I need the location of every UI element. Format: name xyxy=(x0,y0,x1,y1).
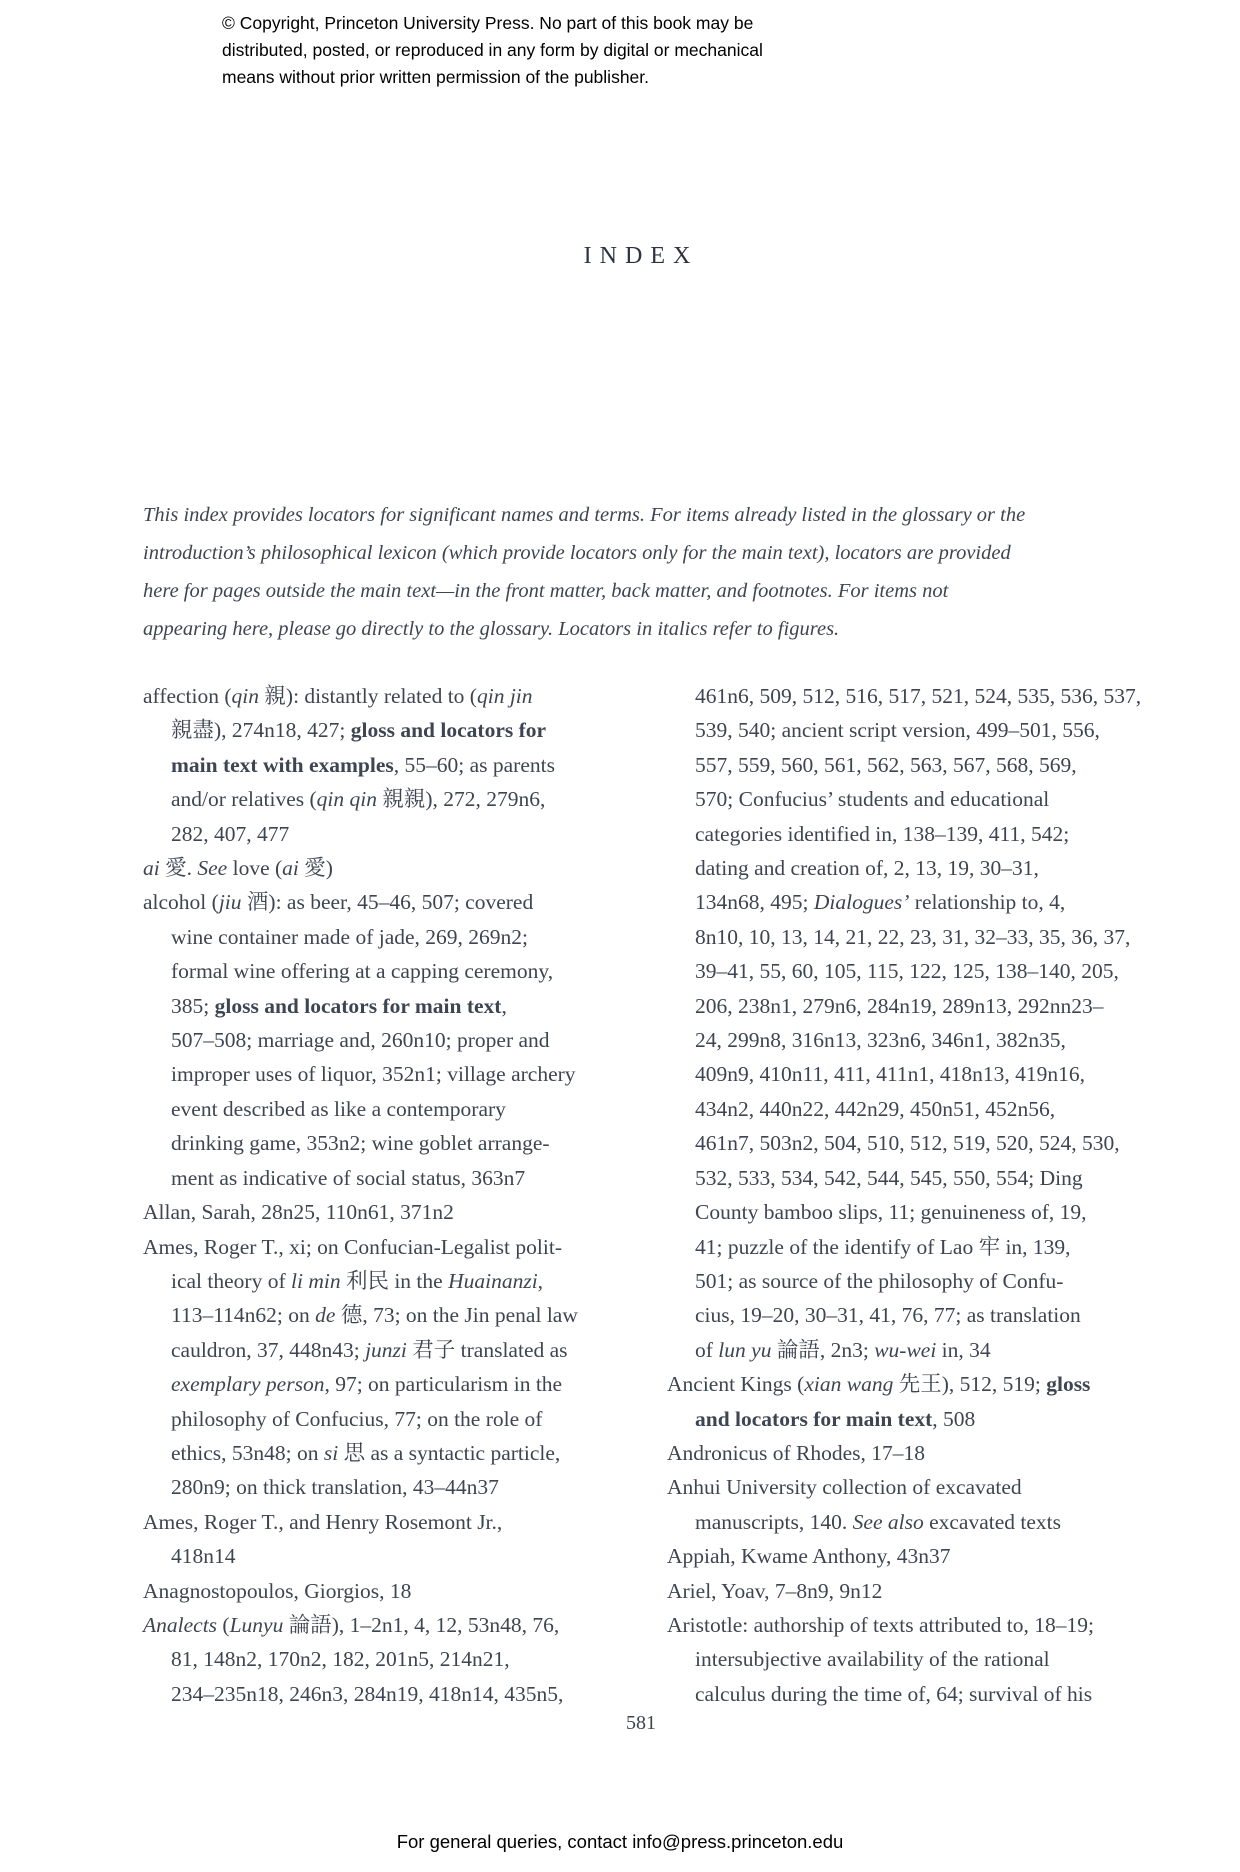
index-text-segment: ai xyxy=(282,856,299,881)
index-line xyxy=(667,1470,1141,1504)
index-text-segment: 39–41, 55, 60, 105, 115, 122, 125, 138–140, 205, xyxy=(695,959,1119,984)
index-text-segment: relationship to, 4, xyxy=(909,890,1066,915)
index-line xyxy=(667,1195,1141,1229)
index-text-segment: qin jin xyxy=(476,684,533,708)
index-text-segment: 親盡), 274n18, 427; xyxy=(171,718,351,743)
index-line xyxy=(667,1023,1141,1057)
index-line xyxy=(667,1367,1141,1401)
index-text-segment: formal wine offering at a capping ceremony, xyxy=(171,959,554,984)
intro-line: appearing here, please go directly to the glossary. Locators in italics refer to figures. xyxy=(143,618,840,640)
index-line xyxy=(143,1230,578,1264)
index-text-segment: ical theory of xyxy=(171,1268,291,1293)
index-text-segment: 論語, 2n3; xyxy=(771,1337,875,1362)
index-line xyxy=(667,1608,1141,1642)
index-line xyxy=(667,1126,1141,1160)
index-line xyxy=(143,1333,578,1367)
index-text-segment: ment as indicative of social status, 363n7 xyxy=(171,1165,526,1190)
index-text-segment: jiu xyxy=(218,890,242,915)
index-text-segment: County bamboo slips, 11; genuineness of, 19, xyxy=(695,1200,1087,1225)
index-text-segment: 501; as source of the philosophy of Confu- xyxy=(695,1268,1064,1293)
intro-line: here for pages outside the main text—in the front matter, back matter, and footnotes. For items not xyxy=(143,580,949,602)
index-text-segment: 461n7, 503n2, 504, 510, 512, 519, 520, 524, 530, xyxy=(695,1131,1120,1156)
index-text-segment: Ancient Kings ( xyxy=(667,1372,805,1397)
index-text-segment: 507–508; marriage and, 260n10; proper and xyxy=(171,1028,550,1053)
index-line xyxy=(667,748,1141,782)
index-text-segment: 81, 148n2, 170n2, 182, 201n5, 214n21, xyxy=(171,1647,510,1672)
copyright-notice xyxy=(222,10,763,91)
index-text-segment: Aristotle: authorship of texts attributed to, 18–19; xyxy=(667,1612,1094,1637)
index-line xyxy=(667,1677,1141,1711)
index-text-segment: de xyxy=(315,1303,336,1328)
index-line xyxy=(143,679,578,713)
index-text-segment: dating and creation of, 2, 13, 19, 30–31, xyxy=(695,856,1039,881)
index-text-segment: 280n9; on thick translation, 43–44n37 xyxy=(171,1475,499,1500)
index-text-segment: 41; puzzle of the identify of Lao 牢 in, 139, xyxy=(695,1234,1071,1259)
index-text-segment: , 508 xyxy=(932,1406,976,1431)
index-text-segment: excavated texts xyxy=(923,1509,1062,1534)
index-text-segment: 先王), 512, 519; xyxy=(893,1372,1047,1397)
index-text-segment: gloss and locators for main text xyxy=(214,993,502,1018)
index-line xyxy=(143,1161,578,1195)
index-line xyxy=(143,1402,578,1436)
index-line xyxy=(667,817,1141,851)
index-text-segment: love ( xyxy=(227,856,283,881)
index-line xyxy=(667,1574,1141,1608)
index-line xyxy=(143,1574,578,1608)
index-text-segment: in, 34 xyxy=(936,1337,991,1362)
index-text-segment: ai xyxy=(143,856,160,881)
intro-line: introduction’s philosophical lexicon (which provide locators only for the main text), locators are provided xyxy=(143,542,1011,564)
index-text-segment: 206, 238n1, 279n6, 284n19, 289n13, 292nn23– xyxy=(695,993,1104,1018)
index-line xyxy=(143,1470,578,1504)
index-text-segment: xian wang xyxy=(804,1372,894,1397)
index-text-segment: manuscripts, 140. xyxy=(695,1509,853,1534)
index-line xyxy=(143,1264,578,1298)
index-line xyxy=(143,1023,578,1057)
index-text-segment: , 97; on particularism in the xyxy=(324,1372,563,1397)
index-text-segment: wine container made of jade, 269, 269n2; xyxy=(171,924,529,949)
index-column-left xyxy=(143,679,578,1711)
copyright-line: distributed, posted, or reproduced in any form by digital or mechanical xyxy=(222,40,763,60)
index-line xyxy=(667,1642,1141,1676)
index-text-segment: 282, 407, 477 xyxy=(171,821,290,846)
index-text-segment: gloss xyxy=(1046,1372,1091,1397)
index-text-segment: and locators for main text xyxy=(695,1406,933,1431)
index-line xyxy=(143,1505,578,1539)
index-text-segment: 思 as a syntactic particle, xyxy=(338,1440,561,1465)
index-column-right xyxy=(667,679,1141,1711)
index-text-segment: See also xyxy=(852,1509,924,1534)
index-text-segment: ( xyxy=(217,1612,230,1637)
index-line xyxy=(667,885,1141,919)
index-text-segment: si xyxy=(323,1440,339,1465)
index-line xyxy=(143,1539,578,1573)
index-line xyxy=(667,1333,1141,1367)
index-line xyxy=(667,1436,1141,1470)
index-line xyxy=(143,1298,578,1332)
index-line xyxy=(143,1608,578,1642)
index-line xyxy=(143,1126,578,1160)
index-text-segment: 德, 73; on the Jin penal law xyxy=(335,1303,578,1328)
index-text-segment: 234–235n18, 246n3, 284n19, 418n14, 435n5, xyxy=(171,1681,564,1706)
index-line xyxy=(667,1298,1141,1332)
index-text-segment: lun yu xyxy=(718,1337,772,1362)
index-text-segment: , xyxy=(537,1268,544,1293)
index-text-segment: Appiah, Kwame Anthony, 43n37 xyxy=(667,1544,951,1569)
intro-paragraph xyxy=(143,496,1025,648)
index-line xyxy=(667,989,1141,1023)
index-text-segment: philosophy of Confucius, 77; on the role of xyxy=(171,1406,543,1431)
index-text-segment: Analects xyxy=(143,1612,218,1637)
index-line xyxy=(143,1436,578,1470)
index-text-segment: , 55–60; as parents xyxy=(393,752,555,777)
index-text-segment: categories identified in, 138–139, 411, 542; xyxy=(695,821,1070,846)
index-text-segment: and/or relatives ( xyxy=(171,787,317,812)
page-number: 581 xyxy=(626,1712,656,1734)
index-text-segment: 409n9, 410n11, 411, 411n1, 418n13, 419n16, xyxy=(695,1062,1085,1087)
index-line xyxy=(667,954,1141,988)
index-text-segment: drinking game, 353n2; wine goblet arrange- xyxy=(171,1131,550,1156)
index-text-segment: event described as like a contemporary xyxy=(171,1096,506,1121)
index-text-segment: 434n2, 440n22, 442n29, 450n51, 452n56, xyxy=(695,1096,1056,1121)
index-text-segment: intersubjective availability of the rational xyxy=(695,1647,1050,1672)
index-text-segment: ethics, 53n48; on xyxy=(171,1440,324,1465)
index-line xyxy=(667,1230,1141,1264)
index-line xyxy=(143,1367,578,1401)
index-text-segment: Andronicus of Rhodes, 17–18 xyxy=(667,1440,925,1465)
index-text-segment: cius, 19–20, 30–31, 41, 76, 77; as translation xyxy=(695,1303,1081,1328)
index-line xyxy=(143,1092,578,1126)
index-text-segment: cauldron, 37, 448n43; xyxy=(171,1337,366,1362)
copyright-line: means without prior written permission of the publisher. xyxy=(222,67,650,87)
index-line xyxy=(667,1092,1141,1126)
index-line xyxy=(143,989,578,1023)
index-text-segment: Lunyu xyxy=(229,1612,284,1637)
index-text-segment: 君子 translated as xyxy=(406,1337,568,1362)
index-text-segment: 酒): as beer, 45–46, 507; covered xyxy=(241,890,534,915)
index-line xyxy=(143,1677,578,1711)
index-text-segment: Ames, Roger T., and Henry Rosemont Jr., xyxy=(143,1509,503,1534)
index-line xyxy=(667,851,1141,885)
index-line xyxy=(667,713,1141,747)
index-text-segment: 24, 299n8, 316n13, 323n6, 346n1, 382n35, xyxy=(695,1028,1066,1053)
index-text-segment: Anhui University collection of excavated xyxy=(667,1475,1022,1500)
index-line xyxy=(143,1642,578,1676)
index-text-segment: calculus during the time of, 64; survival of his xyxy=(695,1681,1093,1706)
copyright-line: © Copyright, Princeton University Press. No part of this book may be xyxy=(222,13,754,33)
index-text-segment: junzi xyxy=(365,1337,407,1362)
index-line xyxy=(143,851,578,885)
index-text-segment: 532, 533, 534, 542, 544, 545, 550, 554; Ding xyxy=(695,1165,1083,1190)
index-text-segment: exemplary person xyxy=(171,1372,325,1397)
index-line xyxy=(667,782,1141,816)
index-text-segment: Allan, Sarah, 28n25, 110n61, 371n2 xyxy=(143,1200,454,1225)
index-text-segment: 親): distantly related to ( xyxy=(259,684,477,708)
index-text-segment: 論語), 1–2n1, 4, 12, 53n48, 76, xyxy=(283,1612,560,1637)
index-text-segment: 570; Confucius’ students and educational xyxy=(695,787,1050,812)
index-text-segment: Huainanzi xyxy=(448,1268,538,1293)
index-line xyxy=(143,885,578,919)
index-text-segment: 134n68, 495; xyxy=(695,890,814,915)
index-text-segment: affection ( xyxy=(143,684,232,708)
index-line xyxy=(143,713,578,747)
index-line xyxy=(667,1161,1141,1195)
index-line xyxy=(667,920,1141,954)
index-line xyxy=(143,920,578,954)
index-text-segment: 8n10, 10, 13, 14, 21, 22, 23, 31, 32–33, 35, 36, 37, xyxy=(695,924,1131,949)
index-text-segment: wu-wei xyxy=(874,1337,937,1362)
index-text-segment: 利民 in the xyxy=(340,1268,449,1293)
intro-line: This index provides locators for significant names and terms. For items already listed in the glossary or the xyxy=(143,504,1026,526)
index-line xyxy=(667,679,1141,713)
index-line xyxy=(667,1057,1141,1091)
index-text-segment: 113–114n62; on xyxy=(171,1303,316,1328)
index-text-segment: See xyxy=(197,856,228,881)
index-text-segment: Anagnostopoulos, Giorgios, 18 xyxy=(143,1578,412,1603)
index-text-segment: 愛. xyxy=(159,856,198,881)
index-text-segment: 418n14 xyxy=(171,1544,236,1569)
index-text-segment: 385; xyxy=(171,993,215,1018)
index-text-segment: Ariel, Yoav, 7–8n9, 9n12 xyxy=(667,1578,883,1603)
footer-contact-line: For general queries, contact info@press.princeton.edu xyxy=(396,1831,844,1852)
index-text-segment: Ames, Roger T., xi; on Confucian-Legalist polit- xyxy=(143,1234,562,1259)
index-text-segment: 557, 559, 560, 561, 562, 563, 567, 568, 569, xyxy=(695,752,1077,777)
index-line xyxy=(143,1195,578,1229)
index-text-segment: li min xyxy=(291,1268,341,1293)
index-text-segment: improper uses of liquor, 352n1; village archery xyxy=(171,1062,576,1087)
index-text-segment: main text with examples xyxy=(171,752,394,777)
index-text-segment: 愛) xyxy=(298,856,333,881)
index-line xyxy=(667,1402,1141,1436)
index-text-segment: 親親), 272, 279n6, xyxy=(377,787,546,812)
index-text-segment: 461n6, 509, 512, 516, 517, 521, 524, 535, 536, 537, xyxy=(695,684,1142,708)
index-line xyxy=(143,1057,578,1091)
page-title: INDEX xyxy=(583,243,699,269)
index-text-segment: gloss and locators for xyxy=(350,718,547,743)
index-line xyxy=(143,954,578,988)
index-text-segment: qin xyxy=(231,684,260,708)
index-line xyxy=(667,1539,1141,1573)
index-line xyxy=(143,748,578,782)
index-text-segment: Dialogues’ xyxy=(813,890,910,915)
index-text-segment: of xyxy=(695,1337,719,1362)
index-line xyxy=(667,1264,1141,1298)
index-text-segment: , xyxy=(501,993,507,1018)
index-text-segment: qin qin xyxy=(316,787,377,812)
index-line xyxy=(143,782,578,816)
index-line xyxy=(143,817,578,851)
index-text-segment: 539, 540; ancient script version, 499–501, 556, xyxy=(695,718,1100,743)
index-line xyxy=(667,1505,1141,1539)
index-text-segment: alcohol ( xyxy=(143,890,219,915)
